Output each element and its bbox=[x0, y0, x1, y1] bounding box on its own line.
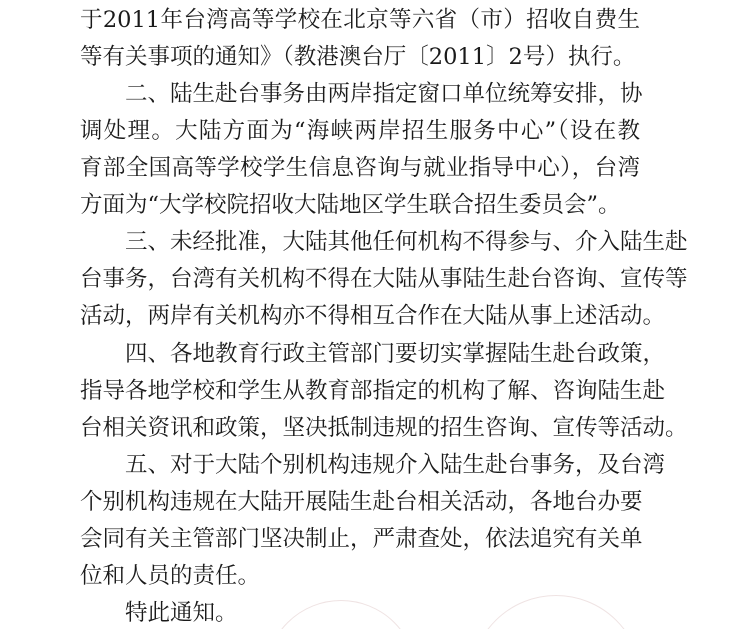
text-line-9: 活动，两岸有关机构亦不得相互合作在大陆从事上述活动。 bbox=[80, 303, 666, 329]
text-line-1: 于2011年台湾高等学校在北京等六省（市）招收自费生 bbox=[80, 7, 640, 33]
text-line-14: 个别机构违规在大陆开展陆生赴台相关活动，各地台办要 bbox=[80, 489, 643, 515]
text-line-4: 调处理。大陆方面为“海峡两岸招生服务中心”（设在教 bbox=[80, 118, 640, 144]
text-line-5: 育部全国高等学校学生信息咨询与就业指导中心），台湾 bbox=[80, 155, 640, 181]
text-line-10: 四、各地教育行政主管部门要切实掌握陆生赴台政策， bbox=[125, 341, 666, 367]
text-line-15: 会同有关主管部门坚决制止，严肃查处，依法追究有关单 bbox=[80, 526, 643, 552]
text-line-2: 等有关事项的通知》（教港澳台厅〔2011〕2号）执行。 bbox=[80, 44, 636, 70]
text-line-13: 五、对于大陆个别机构违规介入陆生赴台事务，及台湾 bbox=[125, 452, 666, 478]
text-line-8: 台事务，台湾有关机构不得在大陆从事陆生赴台咨询、宣传等 bbox=[80, 266, 688, 292]
text-line-3: 二、陆生赴台事务由两岸指定窗口单位统筹安排，协 bbox=[125, 81, 643, 107]
text-line-11: 指导各地学校和学生从教育部指定的机构了解、咨询陆生赴 bbox=[80, 378, 666, 404]
text-line-7: 三、未经批准，大陆其他任何机构不得参与、介入陆生赴 bbox=[125, 229, 688, 255]
text-line-16: 位和人员的责任。 bbox=[80, 563, 261, 589]
text-line-17: 特此通知。 bbox=[125, 600, 238, 626]
text-line-6: 方面为“大学校院招收大陆地区学生联合招生委员会”。 bbox=[80, 192, 621, 218]
text-line-12: 台相关资讯和政策，坚决抵制违规的招生咨询、宣传等活动。 bbox=[80, 415, 688, 441]
